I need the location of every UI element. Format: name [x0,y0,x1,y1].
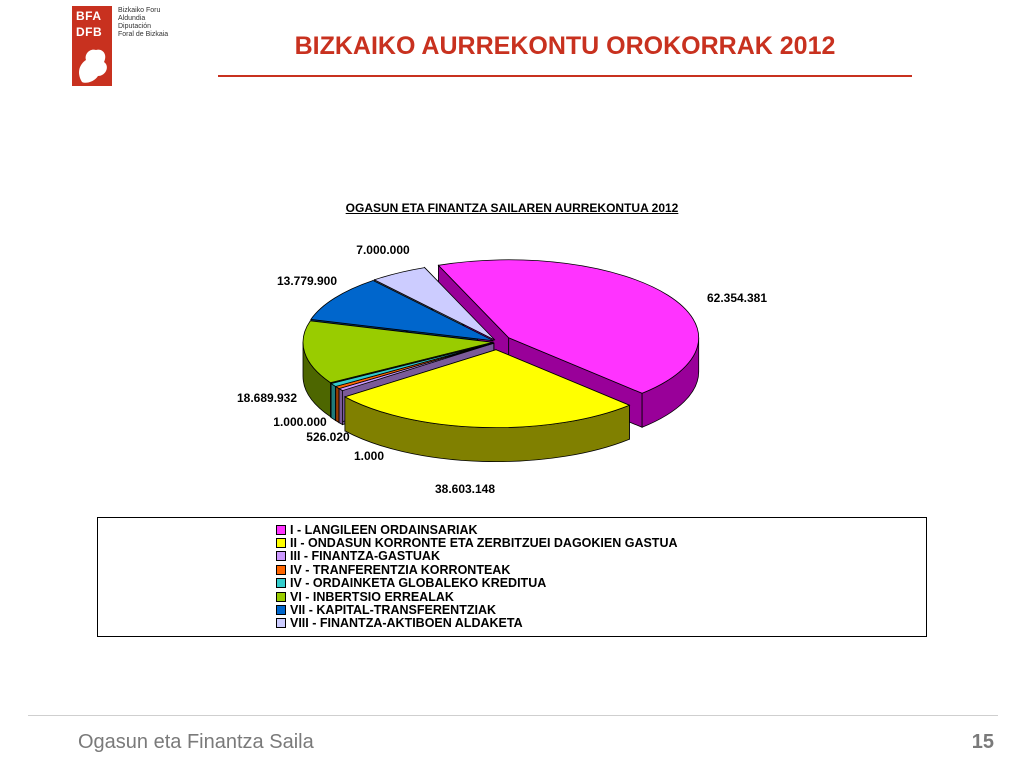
legend-label: IV - TRANFERENTZIA KORRONTEAK [290,562,511,577]
legend-label: III - FINANTZA-GASTUAK [290,549,440,564]
legend-item [276,590,678,603]
legend-item [276,577,678,590]
legend-item [276,603,678,616]
legend-item [276,550,678,563]
legend-label: VI - INBERTSIO ERREALAK [290,589,454,604]
legend-label: I - LANGILEEN ORDAINSARIAK [290,522,478,537]
data-label: 18.689.932 [236,391,298,405]
data-label: 7.000.000 [356,243,410,257]
data-label: 1.000 [353,449,385,463]
legend-label: VIII - FINANTZA-AKTIBOEN ALDAKETA [290,616,523,631]
legend-label: II - ONDASUN KORRONTE ETA ZERBITZUEI DAGOKIEN GASTUA [290,536,678,551]
legend-swatch [276,592,286,602]
footer-department: Ogasun eta Finantza Saila [78,731,314,753]
legend-swatch [276,525,286,535]
pie-slice-side [339,389,343,425]
legend-swatch [276,618,286,628]
legend-swatch [276,551,286,561]
data-label: 1.000.000 [273,415,327,429]
legend-swatch [276,605,286,615]
data-label: 62.354.381 [706,291,768,305]
pie-slice-side [336,387,339,423]
legend-list [276,523,678,630]
logo-abbr-bottom: DFB [76,25,103,39]
slide-title: BIZKAIKO AURREKONTU OROKORRAK 2012 [294,32,836,60]
logo-line-1: Bizkaiko Foru [118,7,161,14]
legend-label: IV - ORDAINKETA GLOBALEKO KREDITUA [290,576,547,591]
chart-title-text: OGASUN ETA FINANTZA SAILAREN AURREKONTUA 2012 [345,201,679,215]
data-label: 38.603.148 [434,482,496,496]
legend-label: VII - KAPITAL-TRANSFERENTZIAK [290,603,497,618]
legend-swatch [276,578,286,588]
page-number: 15 [971,731,994,753]
legend-item [276,563,678,576]
legend-item [276,536,678,549]
pie-slice-side [331,384,336,421]
data-label: 526.020 [306,430,350,444]
legend-item [276,523,678,536]
logo-line-3: Diputación [118,23,152,30]
legend-swatch [276,565,286,575]
chart-legend [97,517,927,637]
data-label: 13.779.900 [276,274,338,288]
logo-line-2: Aldundia [118,15,146,22]
legend-item [276,617,678,630]
logo-abbr-top: BFA [76,9,102,23]
footer-divider [28,715,998,716]
logo-line-4: Foral de Bizkaia [118,31,169,38]
legend-swatch [276,538,286,548]
